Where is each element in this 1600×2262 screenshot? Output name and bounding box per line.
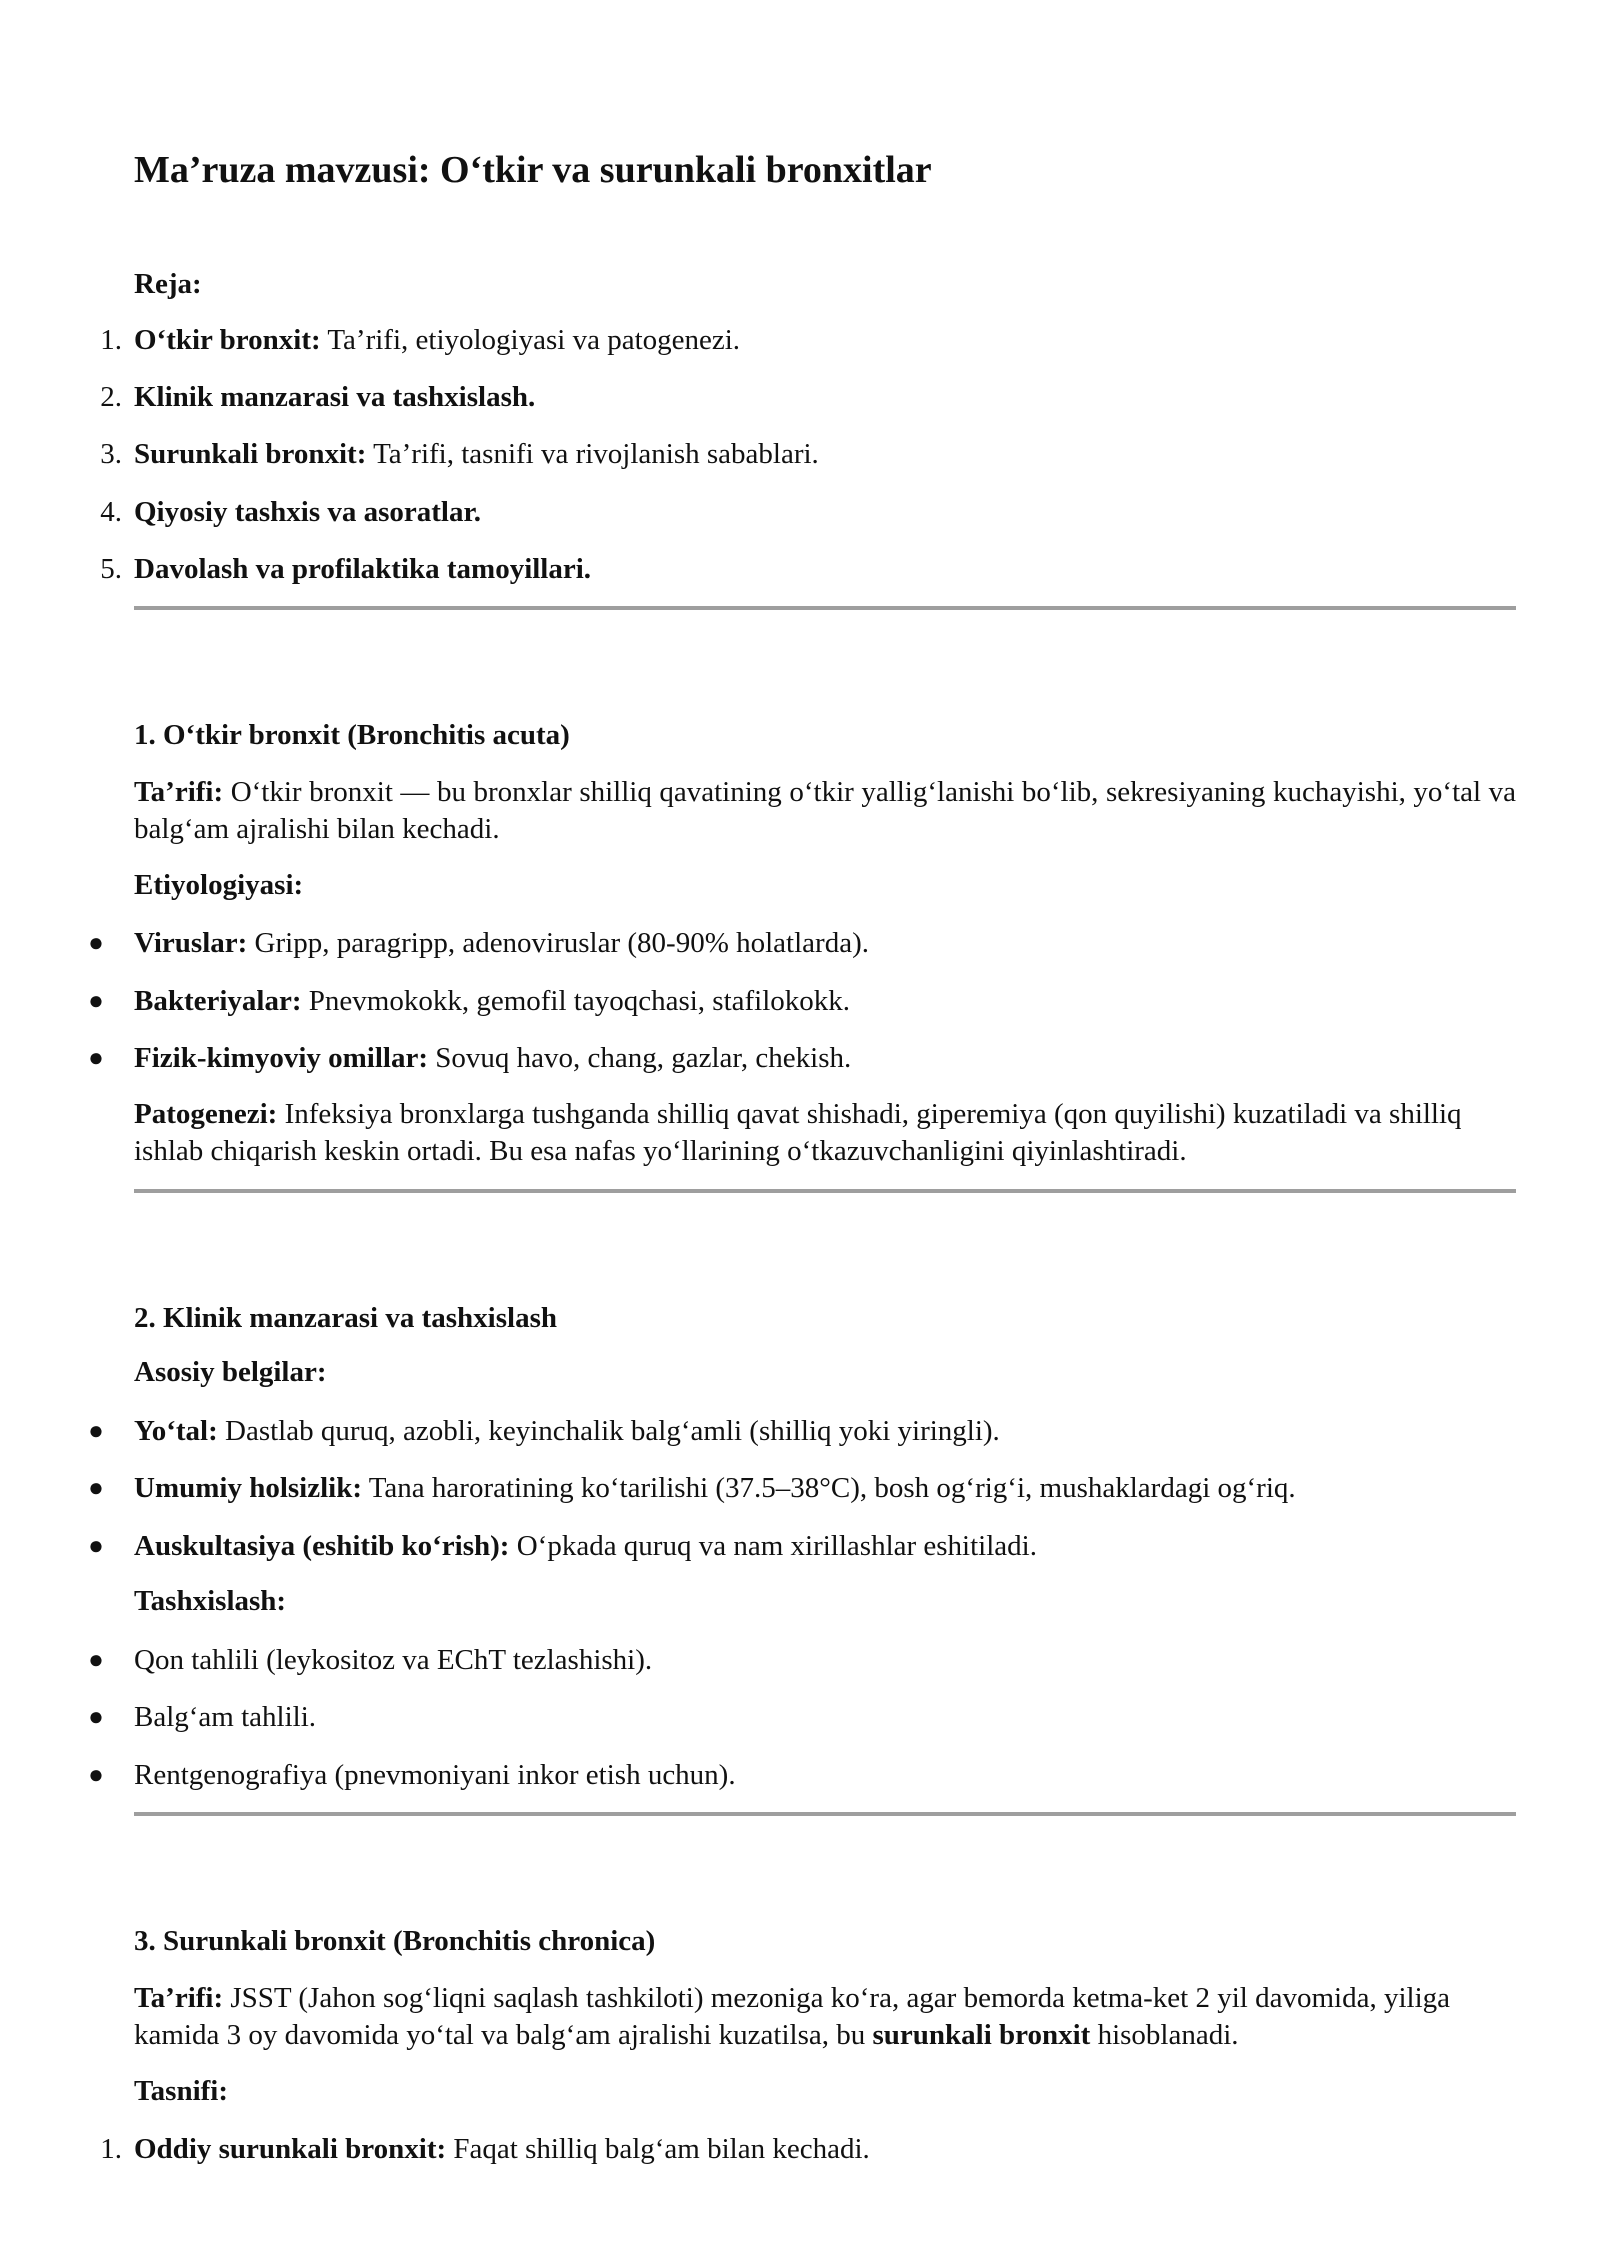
plan-item-number: 1. bbox=[100, 324, 122, 356]
definition-paragraph bbox=[134, 1980, 1516, 2054]
list-item bbox=[88, 983, 851, 1019]
plan-item-bold: Klinik manzarasi va tashxislash. bbox=[134, 381, 536, 413]
bullet-icon: ● bbox=[88, 928, 104, 957]
signs-heading: Asosiy belgilar: bbox=[134, 1356, 327, 1388]
list-item-text: O‘pkada quruq va nam xirillashlar eshitiladi. bbox=[509, 1530, 1037, 1562]
diagnosis-heading: Tashxislash: bbox=[134, 1585, 287, 1617]
list-item-text: Faqat shilliq balg‘am bilan kechadi. bbox=[446, 2133, 870, 2165]
definition-text: JSST (Jahon sog‘liqni saqlash tashkiloti) mezoniga ko‘ra, agar bemorda ketma-ket 2 yil davomida, yiliga kamida 3 oy davomida yo‘tal va balg‘am ajralishi kuzatilsa, bu bbox=[134, 1982, 1451, 2051]
list-item-bold: Viruslar: bbox=[134, 927, 248, 959]
plan-item-text: Ta’rifi, tasnifi va rivojlanish sabablari. bbox=[366, 438, 819, 470]
pathogenesis-paragraph bbox=[134, 1096, 1516, 1170]
plan-item-number: 5. bbox=[100, 553, 122, 585]
definition-emphasis: surunkali bronxit bbox=[872, 2019, 1091, 2051]
pathogenesis-text: Infeksiya bronxlarga tushganda shilliq qavat shishadi, giperemiya (qon quyilishi) kuzatiladi va shilliq ishlab chiqarish keskin ortadi. Bu esa nafas yo‘llarining o‘tkazuvchanligini qiyinlashtiradi. bbox=[134, 1098, 1462, 1167]
section-heading: 2. Klinik manzarasi va tashxislash bbox=[134, 1302, 557, 1334]
list-item bbox=[88, 1470, 1296, 1506]
pathogenesis-label: Patogenezi: bbox=[134, 1098, 278, 1130]
list-item-text: Balg‘am tahlili. bbox=[134, 1701, 317, 1733]
section-divider bbox=[134, 1189, 1516, 1193]
bullet-icon: ● bbox=[88, 1531, 104, 1560]
list-item-bold: Umumiy holsizlik: bbox=[134, 1472, 362, 1504]
page-title: Ma’ruza mavzusi: O‘tkir va surunkali bronxitlar bbox=[134, 149, 932, 191]
plan-item-number: 4. bbox=[100, 496, 122, 528]
list-item-text: Gripp, paragripp, adenoviruslar (80-90% holatlarda). bbox=[247, 927, 869, 959]
list-item bbox=[88, 1528, 1037, 1564]
list-item-bold: Bakteriyalar: bbox=[134, 985, 302, 1017]
definition-text: hisoblanadi. bbox=[1090, 2019, 1239, 2051]
list-item-text: Rentgenografiya (pnevmoniyani inkor etish uchun). bbox=[134, 1759, 736, 1791]
list-item-text: Tana haroratining ko‘tarilishi (37.5–38°C), bosh og‘rig‘i, mushaklardagi og‘riq. bbox=[362, 1472, 1296, 1504]
list-item bbox=[88, 1699, 317, 1735]
definition-text: O‘tkir bronxit — bu bronxlar shilliq qavatining o‘tkir yallig‘lanishi bo‘lib, sekresiyaning kuchayishi, yo‘tal va balg‘am ajralishi bilan kechadi. bbox=[134, 776, 1516, 845]
plan-item-number: 2. bbox=[100, 381, 122, 413]
list-item-bold: Auskultasiya (eshitib ko‘rish): bbox=[134, 1530, 510, 1562]
list-item bbox=[88, 1040, 852, 1076]
plan-item bbox=[100, 551, 592, 587]
plan-item-bold: O‘tkir bronxit: bbox=[134, 324, 321, 356]
classification-item-number: 1. bbox=[100, 2133, 122, 2165]
plan-item-bold: Davolash va profilaktika tamoyillari. bbox=[134, 553, 592, 585]
list-item bbox=[88, 925, 869, 961]
section-heading: 3. Surunkali bronxit (Bronchitis chronica) bbox=[134, 1925, 656, 1957]
bullet-icon: ● bbox=[88, 1645, 104, 1674]
section-heading: 1. O‘tkir bronxit (Bronchitis acuta) bbox=[134, 719, 570, 751]
list-item-text: Sovuq havo, chang, gazlar, chekish. bbox=[428, 1042, 852, 1074]
classification-heading: Tasnifi: bbox=[134, 2075, 229, 2107]
list-item-bold: Fizik-kimyoviy omillar: bbox=[134, 1042, 428, 1074]
list-item-text: Qon tahlili (leykositoz va EChT tezlashishi). bbox=[134, 1644, 653, 1676]
plan-item-bold: Surunkali bronxit: bbox=[134, 438, 367, 470]
bullet-icon: ● bbox=[88, 1416, 104, 1445]
bullet-icon: ● bbox=[88, 1043, 104, 1072]
list-item-bold: Oddiy surunkali bronxit: bbox=[134, 2133, 447, 2165]
etiology-heading: Etiyologiyasi: bbox=[134, 869, 304, 901]
plan-item bbox=[100, 494, 481, 530]
bullet-icon: ● bbox=[88, 1473, 104, 1502]
plan-item-bold: Qiyosiy tashxis va asoratlar. bbox=[134, 496, 481, 528]
plan-heading: Reja: bbox=[134, 268, 202, 300]
plan-item-number: 3. bbox=[100, 438, 122, 470]
list-item-bold: Yo‘tal: bbox=[134, 1415, 218, 1447]
plan-item bbox=[100, 436, 819, 472]
definition-paragraph bbox=[134, 774, 1516, 848]
bullet-icon: ● bbox=[88, 1702, 104, 1731]
bullet-icon: ● bbox=[88, 1760, 104, 1789]
plan-item bbox=[100, 379, 536, 415]
definition-label: Ta’rifi: bbox=[134, 776, 224, 808]
bullet-icon: ● bbox=[88, 986, 104, 1015]
list-item-text: Dastlab quruq, azobli, keyinchalik balg‘amli (shilliq yoki yiringli). bbox=[217, 1415, 1000, 1447]
list-item bbox=[88, 1757, 736, 1793]
plan-item bbox=[100, 322, 741, 358]
section-divider bbox=[134, 606, 1516, 610]
definition-label: Ta’rifi: bbox=[134, 1982, 224, 2014]
classification-item bbox=[100, 2131, 870, 2167]
section-divider bbox=[134, 1812, 1516, 1816]
list-item bbox=[88, 1413, 1000, 1449]
plan-item-text: Ta’rifi, etiyologiyasi va patogenezi. bbox=[320, 324, 741, 356]
list-item-text: Pnevmokokk, gemofil tayoqchasi, stafilokokk. bbox=[301, 985, 851, 1017]
list-item bbox=[88, 1642, 653, 1678]
